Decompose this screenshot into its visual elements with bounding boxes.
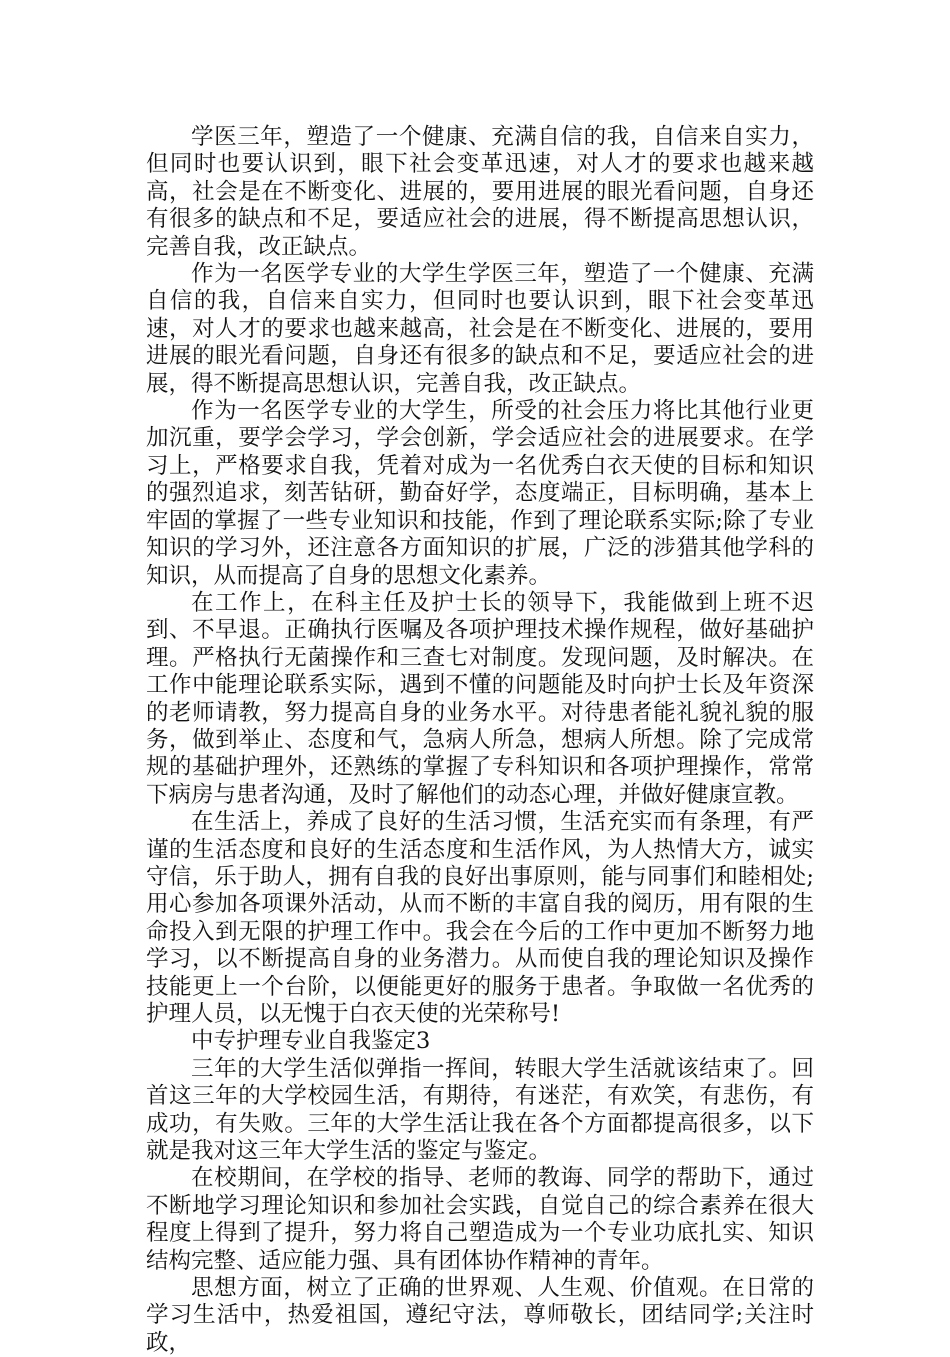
paragraph-life: 在生活上，养成了良好的生活习惯，生活充实而有条理，有严谨的生活态度和良好的生活态度和生活作风，为人热情大方，诚实守信，乐于助人，拥有自我的良好出事原则，能与同事们和睦相处;用心参加各项课外活动，从而不断的丰富自我的阅历，用有限的生命投入到无限的护理工作中。我会在今后的工作中更加不断努力地学习，以不断提高自身的业务潜力。从而使自我的理论知识及操作技能更上一个台阶，以便能更好的服务于患者。争取做一名优秀的护理人员，以无愧于白衣天使的光荣称号! xyxy=(146,809,814,1027)
paragraph-three-years: 三年的大学生活似弹指一挥间，转眼大学生活就该结束了。回首这三年的大学校园生活，有期待，有迷茫，有欢笑，有悲伤，有成功，有失败。三年的大学生活让我在各个方面都提高很多，以下就是我对这三年大学生活的鉴定与鉴定。 xyxy=(146,1055,814,1165)
paragraph-thought: 思想方面，树立了正确的世界观、人生观、价值观。在日常的学习生活中，热爱祖国，遵纪守法，尊师敬长，团结同学;关注时政， xyxy=(146,1275,814,1356)
section-heading: 中专护理专业自我鉴定3 xyxy=(191,1028,431,1055)
paragraph-study: 作为一名医学专业的大学生，所受的社会压力将比其他行业更加沉重，要学会学习，学会创新，学会适应社会的进展要求。在学习上，严格要求自我，凭着对成为一名优秀白衣天使的目标和知识的强烈追求，刻苦钻研，勤奋好学，态度端正，目标明确，基本上牢固的掌握了一些专业知识和技能，作到了理论联系实际;除了专业知识的学习外，还注意各方面知识的扩展，广泛的涉猎其他学科的知识，从而提高了自身的思想文化素养。 xyxy=(146,398,814,589)
paragraph-intro: 学医三年，塑造了一个健康、充满自信的我，自信来自实力，但同时也要认识到，眼下社会变革迅速，对人才的要求也越来越高，社会是在不断变化、进展的，要用进展的眼光看问题，自身还有很多的缺点和不足，要适应社会的进展，得不断提高思想认识，完善自我，改正缺点。 xyxy=(146,124,814,260)
paragraph-school: 在校期间，在学校的指导、老师的教诲、同学的帮助下，通过不断地学习理论知识和参加社会实践，自觉自己的综合素养在很大程度上得到了提升，努力将自己塑造成为一个专业功底扎实、知识结构完整、适应能力强、具有团体协作精神的青年。 xyxy=(146,1165,814,1274)
paragraph-work: 在工作上，在科主任及护士长的领导下，我能做到上班不迟到、不早退。正确执行医嘱及各项护理技术操作规程，做好基础护理。严格执行无菌操作和三查七对制度。发现问题，及时解决。在工作中能理论联系实际，遇到不懂的问题能及时向护士长及年资深的老师请教，努力提高自身的业务水平。对待患者能礼貌礼貌的服务，做到举止、态度和气，急病人所急，想病人所想。除了完成常规的基础护理外，还熟练的掌握了专科知识和各项护理操作，常常下病房与患者沟通，及时了解他们的动态心理，并做好健康宣教。 xyxy=(146,589,814,808)
paragraph-medical-student: 作为一名医学专业的大学生学医三年，塑造了一个健康、充满自信的我，自信来自实力，但同时也要认识到，眼下社会变革迅速，对人才的要求也越来越高，社会是在不断变化、进展的，要用进展的眼光看问题，自身还有很多的缺点和不足，要适应社会的进展，得不断提高思想认识，完善自我，改正缺点。 xyxy=(146,261,814,397)
document-body xyxy=(146,124,814,1357)
